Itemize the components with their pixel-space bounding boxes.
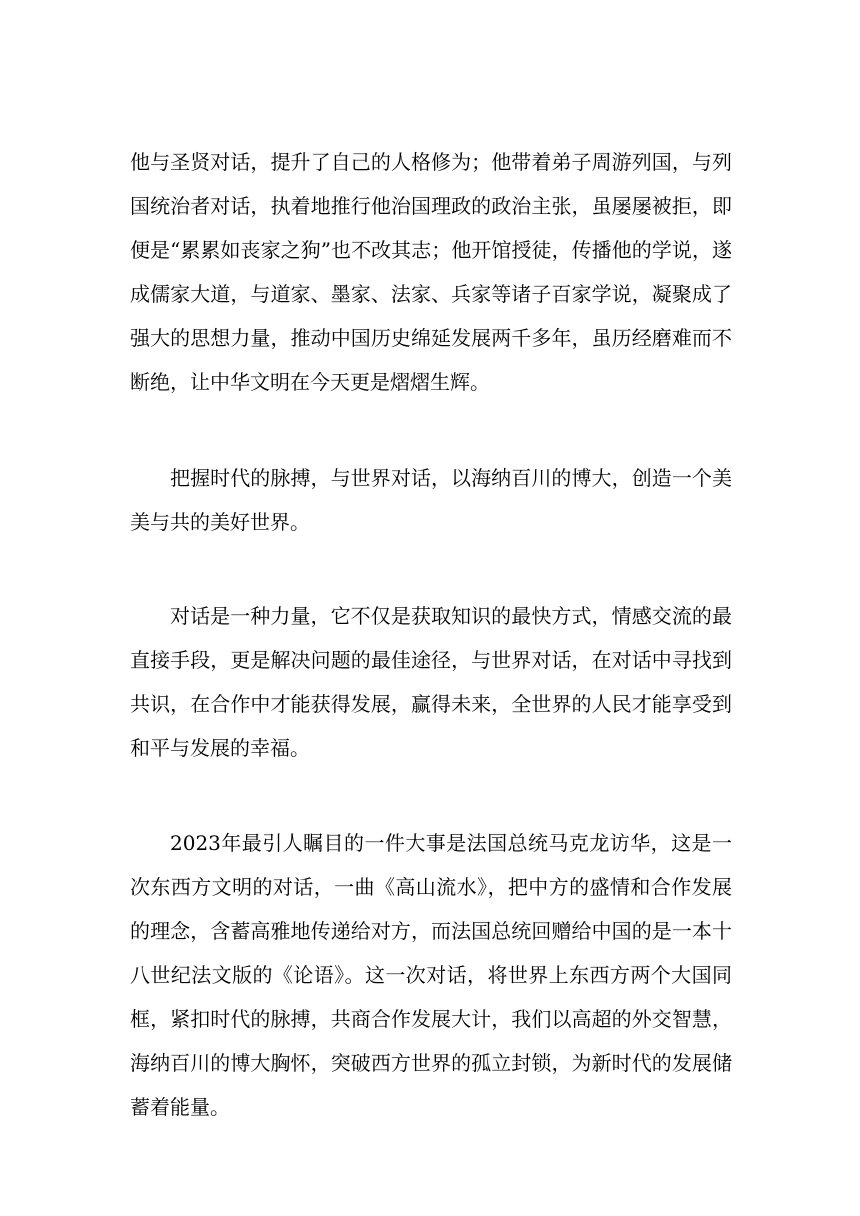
document-page <box>130 140 732 1129</box>
paragraph-1: 他与圣贤对话，提升了自己的人格修为；他带着弟子周游列国，与列国统治者对话，执着地推行他治国理政的政治主张，虽屡屡被拒，即便是“累累如丧家之狗”也不改其志；他开馆授徒，传播他的学说，遂成儒家大道，与道家、墨家、法家、兵家等诸子百家学说，凝聚成了强大的思想力量，推动中国历史绵延发展两千多年，虽历经磨难而不断绝，让中华文明在今天更是熠熠生辉。 <box>130 150 732 394</box>
paragraph-4: 2023年最引人瞩目的一件大事是法国总统马克龙访华，这是一次东西方文明的对话，一曲《高山流水》，把中方的盛情和合作发展的理念，含蓄高雅地传递给对方，而法国总统回赠给中国的是一本十八世纪法文版的《论语》。这一次对话，将世界上东西方两个大国同框，紧扣时代的脉搏，共商合作发展大计，我们以高超的外交智慧，海纳百川的博大胸怀，突破西方世界的孤立封锁，为新时代的发展储蓄着能量。 <box>130 831 732 1119</box>
paragraph-3: 对话是一种力量，它不仅是获取知识的最快方式，情感交流的最直接手段，更是解决问题的最佳途径，与世界对话，在对话中寻找到共识，在合作中才能获得发展，赢得未来，全世界的人民才能享受到和平与发展的幸福。 <box>130 604 732 760</box>
paragraph-2: 把握时代的脉搏，与世界对话，以海纳百川的博大，创造一个美美与共的美好世界。 <box>130 466 732 534</box>
